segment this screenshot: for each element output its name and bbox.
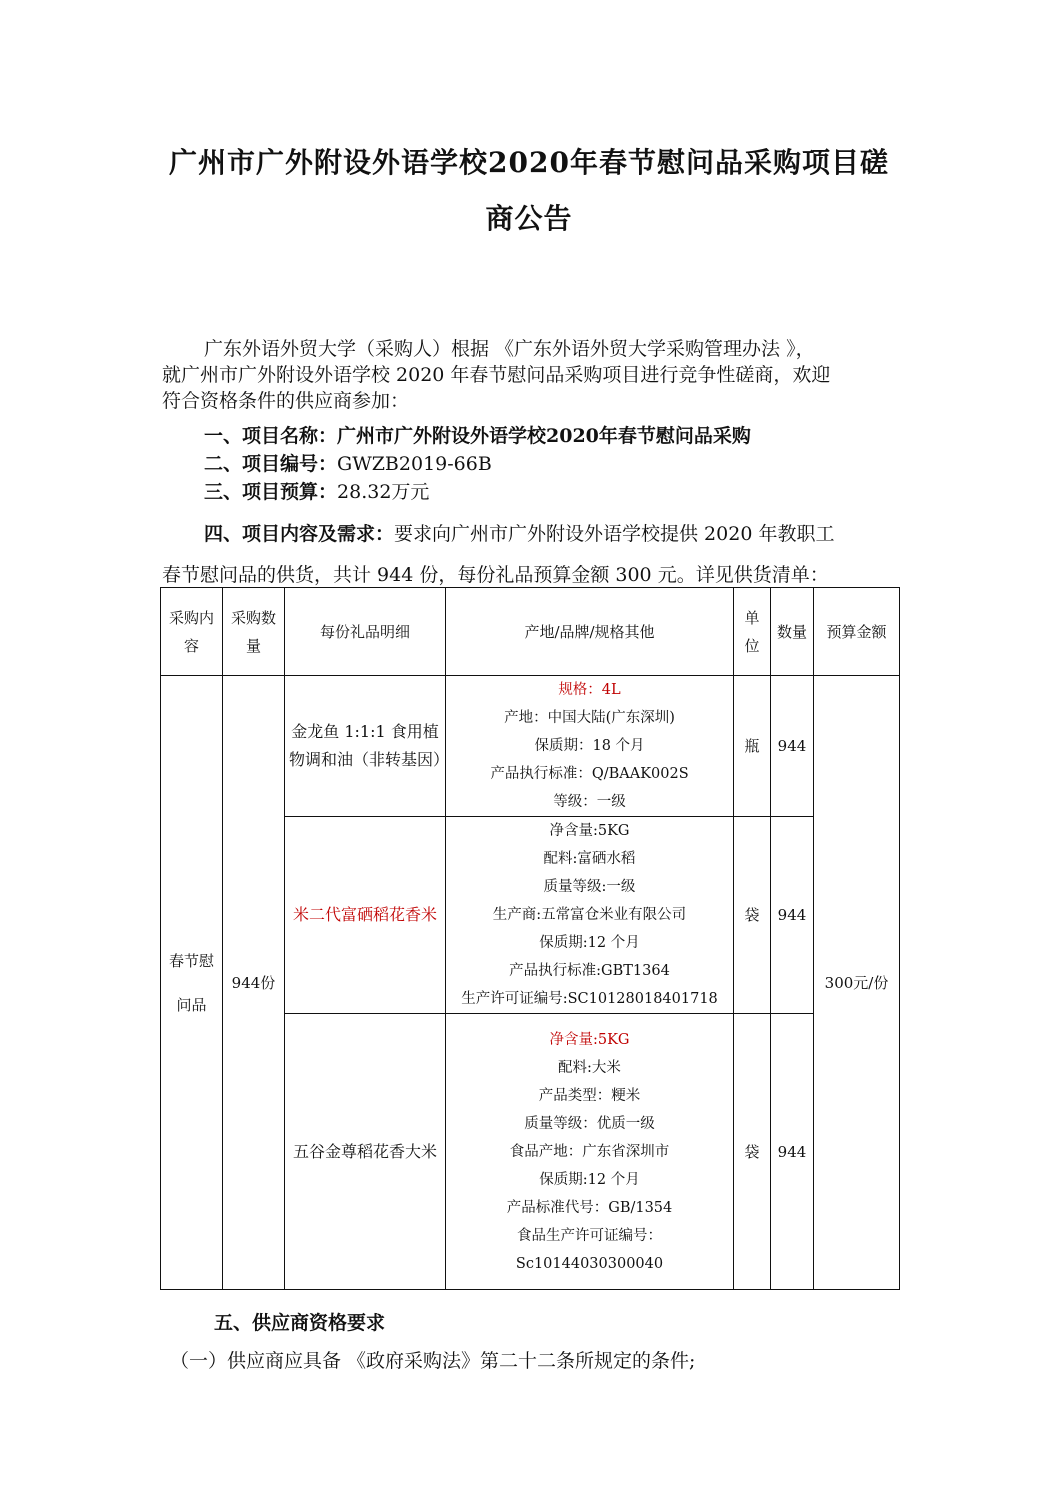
quantity-cell: 944份 <box>223 676 285 1290</box>
count-cell: 944 <box>771 676 814 817</box>
gift-item-cell: 米二代富硒稻花香米 <box>285 817 446 1014</box>
spec-line: 产品标准代号：GB/1354 <box>506 1199 673 1216</box>
budget-cell: 300元/份 <box>814 676 900 1290</box>
header-count: 数量 <box>771 588 814 676</box>
project-name-label: 一、项目名称： <box>204 425 338 447</box>
gift-item-cell: 金龙鱼 1:1:1 食用植物调和油（非转基因） <box>285 676 446 817</box>
count-cell: 944 <box>771 817 814 1014</box>
spec-line: 产品执行标准:GBT1364 <box>509 963 670 979</box>
unit-cell: 瓶 <box>734 676 771 817</box>
spec-line: 配料:大米 <box>558 1059 621 1076</box>
spec-line: 产品类型：粳米 <box>538 1087 641 1104</box>
spec-cell <box>446 676 734 817</box>
project-code-value: GWZB2019-66B <box>337 453 492 475</box>
project-code-label: 二、项目编号： <box>204 453 338 475</box>
section5-heading: 五、供应商资格要求 <box>214 1312 386 1334</box>
project-content-label: 四、项目内容及需求： <box>204 523 395 545</box>
intro-line-3: 符合资格条件的供应商参加： <box>162 390 410 412</box>
gift-item-cell: 五谷金尊稻花香大米 <box>285 1014 446 1290</box>
project-name <box>204 421 751 448</box>
count-cell: 944 <box>771 1014 814 1290</box>
notice-title <box>140 135 918 247</box>
spec-line: 保质期:12 个月 <box>539 1171 640 1188</box>
category-cell: 春节慰问品 <box>161 676 223 1290</box>
project-name-value: 广州市广外附设外语学校2020年春节慰问品采购 <box>337 425 751 447</box>
spec-line: 生产许可证编号:SC10128018401718 <box>461 991 718 1007</box>
spec-cell <box>446 817 734 1014</box>
spec-line: 规格：4L <box>558 682 621 698</box>
table-row <box>161 676 900 817</box>
project-budget <box>204 477 429 504</box>
spec-cell <box>446 1014 734 1290</box>
project-budget-label: 三、项目预算： <box>204 481 338 503</box>
spec-line: 质量等级:一级 <box>543 879 636 895</box>
spec-line: 净含量:5KG <box>549 1031 630 1048</box>
header-spec: 产地/品牌/规格其他 <box>446 588 734 676</box>
spec-line: Sc10144030300040 <box>515 1255 664 1272</box>
header-category: 采购内容 <box>161 588 223 676</box>
project-content-text-1: 要求向广州市广外附设外语学校提供 2020 年教职工 <box>394 523 835 545</box>
unit-cell: 袋 <box>734 817 771 1014</box>
spec-line: 净含量:5KG <box>549 823 630 839</box>
header-unit: 单位 <box>734 588 771 676</box>
intro-line-2: 就广州市广外附设外语学校 2020 年春节慰问品采购项目进行竞争性磋商，欢迎 <box>162 364 831 386</box>
project-content <box>204 519 834 546</box>
spec-line: 产地：中国大陆(广东深圳) <box>504 710 675 726</box>
supply-table <box>160 587 900 1290</box>
header-budget: 预算金额 <box>814 588 900 676</box>
spec-line: 食品产地：广东省深圳市 <box>509 1143 670 1160</box>
spec-line: 配料:富硒水稻 <box>543 851 636 867</box>
intro-paragraph <box>162 336 902 414</box>
project-content-text-2: 春节慰问品的供货，共计 944 份，每份礼品预算金额 300 元。详见供货清单： <box>162 564 829 586</box>
spec-line: 保质期:12 个月 <box>539 935 640 951</box>
title-line-2: 商公告 <box>485 202 573 235</box>
section5-item-1: （一）供应商应具备 《政府采购法》第二十二条所规定的条件; <box>170 1350 696 1372</box>
spec-line: 保质期：18 个月 <box>534 738 645 754</box>
title-line-1: 广州市广外附设外语学校2020年春节慰问品采购项目磋 <box>169 146 889 179</box>
project-budget-value: 28.32万元 <box>337 481 430 503</box>
spec-line: 质量等级：优质一级 <box>524 1115 655 1132</box>
spec-line: 食品生产许可证编号： <box>517 1227 662 1244</box>
unit-cell: 袋 <box>734 1014 771 1290</box>
spec-line: 产品执行标准：Q/BAAK002S <box>490 766 689 782</box>
header-quantity: 采购数量 <box>223 588 285 676</box>
spec-line: 等级：一级 <box>553 794 626 810</box>
table-header-row <box>161 588 900 676</box>
header-gift-detail: 每份礼品明细 <box>285 588 446 676</box>
intro-line-1: 广东外语外贸大学（采购人）根据 《广东外语外贸大学采购管理办法 》， <box>204 338 815 360</box>
project-code <box>204 449 492 476</box>
spec-line: 生产商:五常富仓米业有限公司 <box>492 907 687 923</box>
